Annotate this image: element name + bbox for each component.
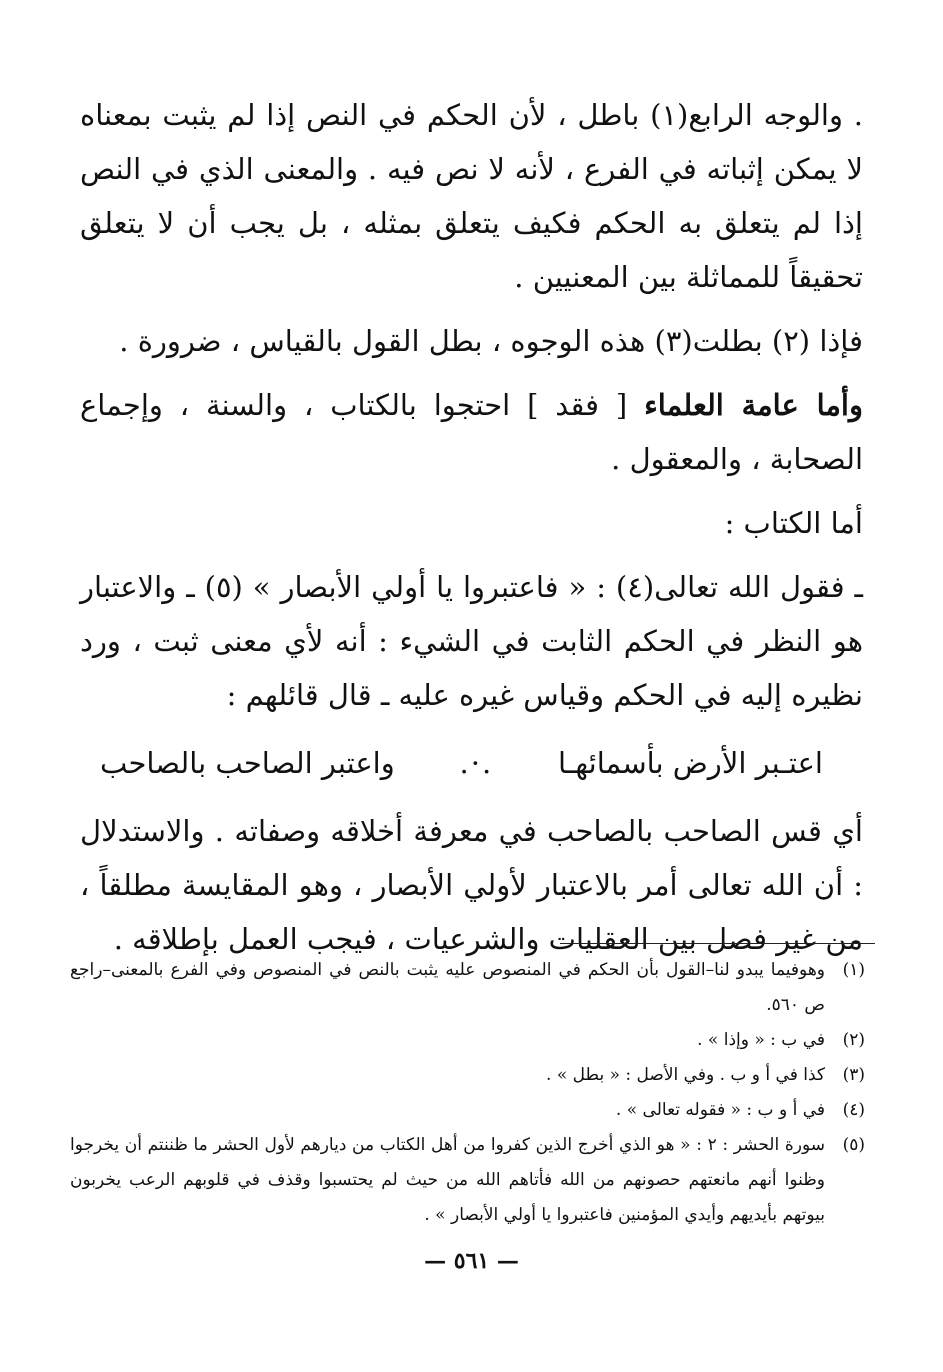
footnote — [70, 1093, 865, 1128]
verse-first-hemistich: اعتـبر الأرض بأسمائهـا — [557, 746, 823, 780]
footnote-number: (٢) — [842, 1030, 865, 1050]
footnote-text: في ب : « وإذا » . — [697, 1030, 825, 1050]
verse-separator: .·. — [459, 746, 494, 780]
poetry-verse — [80, 736, 863, 790]
page-number: — ٥٦١ — — [424, 1248, 519, 1274]
paragraph-fourth-aspect: . والوجه الرابع(١) باطل ، لأن الحكم في النص إذا لم يثبت بمعناه لا يمكن إثباته في الفرع ، لأنه لا نص فيه . والمعنى الذي في النص إذا لم يتعلق به الحكم فكيف يتعلق بمثله ، بل يجب أن لا يتعلق تحقيقاً للمماثلة بين المعنيين . — [80, 98, 863, 294]
paragraph-book-heading: أما الكتاب : — [724, 506, 863, 540]
footnote-number: (٣) — [842, 1065, 865, 1085]
footnote-number: (١) — [842, 960, 865, 980]
footnotes — [70, 953, 865, 1233]
footnote — [70, 1128, 865, 1233]
paragraph-quran-verse: ـ فقول الله تعالى(٤) : « فاعتبروا يا أولي الأبصار » (٥) ـ والاعتبار هو النظر في الحكم الثابت في الشيء : أنه لأي معنى ثبت ، ورد نظيره إليه في الحكم وقياس غيره عليه ـ قال قائلهم : — [80, 570, 864, 712]
paragraph-inference: أي قس الصاحب بالصاحب في معرفة أخلاقه وصفاته . والاستدلال : أن الله تعالى أمر بالاعتبار لأولي الأبصار ، وهو المقايسة مطلقاً ، من غير فصل بين العقليات والشرعيات ، فيجب العمل بإطلاقه . — [80, 814, 863, 956]
footnote-text: وهوفيما يبدو لنا–القول بأن الحكم في المنصوص عليه يثبت بالنص في المنصوص وفي الفرع بالمعنى–راجع ص ٥٦٠. — [70, 960, 825, 1015]
main-text — [80, 88, 863, 976]
footnote — [70, 1023, 865, 1058]
footnote — [70, 1058, 865, 1093]
paragraph-conclusion: فإذا (٢) بطلت(٣) هذه الوجوه ، بطل القول بالقياس ، ضرورة . — [119, 324, 863, 358]
scholars-heading: وأما عامة العلماء — [644, 388, 863, 422]
footnote-text: في أ و ب : « فقوله تعالى » . — [615, 1100, 825, 1120]
footnote-text: كذا في أ و ب . وفي الأصل : « بطل » . — [546, 1065, 825, 1085]
footnote-number: (٥) — [842, 1135, 865, 1155]
footnote-number: (٤) — [842, 1100, 865, 1120]
verse-second-hemistich: واعتبر الصاحب بالصاحب — [100, 746, 395, 780]
footnote-text: سورة الحشر : ٢ : « هو الذي أخرج الذين كفروا من أهل الكتاب من ديارهم لأول الحشر ما ظننتم أن يخرجوا وظنوا أنهم مانعتهم حصونهم من الله فأتاهم الله من حيث لم يحتسبوا وقذف في قلوبهم الرعب يخربون بيوتهم بأيديهم وأيدي المؤمنين فاعتبروا يا أولي الأبصار » . — [70, 1135, 825, 1225]
footnote-divider — [560, 943, 875, 944]
footnote — [70, 953, 865, 1023]
scholars-text: [ فقد ] احتجوا بالكتاب ، والسنة ، وإجماع الصحابة ، والمعقول . — [80, 388, 863, 476]
paragraph-scholars — [80, 378, 863, 486]
